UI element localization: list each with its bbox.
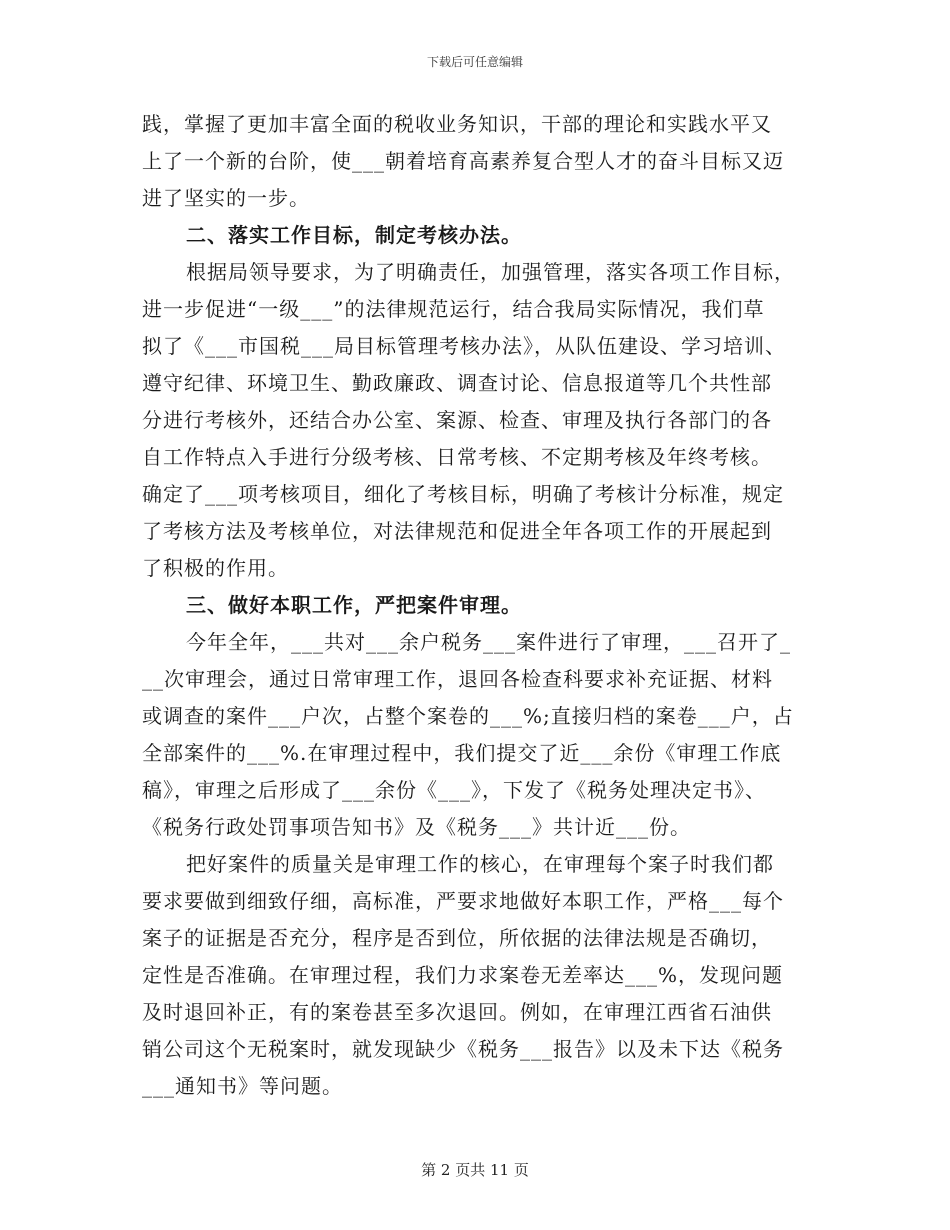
text-line: 及时退回补正，有的案卷甚至多次退回。例如，在审理江西省石油供 (142, 1000, 772, 1024)
text-line: 进了坚实的一步。 (142, 186, 310, 210)
text-line: 遵守纪律、环境卫生、勤政廉政、调查讨论、信息报道等几个共性部 (142, 371, 772, 395)
text-line: 定性是否准确。在审理过程，我们力求案卷无差率达___%，发现问题 (142, 963, 784, 987)
text-line: 践，掌握了更加丰富全面的税收业务知识，干部的理论和实践水平又 (142, 112, 772, 136)
document-body (142, 106, 810, 1105)
text-line: 确定了___项考核项目，细化了考核目标，明确了考核计分标准，规定 (142, 482, 784, 506)
text-line: 稿》，审理之后形成了___余份《___》，下发了《税务处理决定书》、 (142, 778, 766, 802)
text-line: 案子的证据是否充分，程序是否到位，所依据的法律法规是否确切， (142, 926, 772, 950)
text-line: 或调查的案件___户次，占整个案卷的___%;直接归档的案卷___户，占 (142, 704, 794, 728)
text-line: 自工作特点入手进行分级考核、日常考核、不定期考核及年终考核。 (142, 445, 772, 469)
text-line: 拟了《___市国税___局目标管理考核办法》，从队伍建设、学习培训、 (142, 334, 786, 358)
text-line: 《税务行政处罚事项告知书》及《税务___》共计近___份。 (142, 815, 691, 839)
text-line: 把好案件的质量关是审理工作的核心，在审理每个案子时我们都 (186, 852, 774, 876)
text-line: 上了一个新的台阶，使___朝着培育高素养复合型人才的奋斗目标又迈 (142, 149, 784, 173)
text-line: 销公司这个无税案时，就发现缺少《税务___报告》以及未下达《税务 (142, 1037, 784, 1061)
text-line: 根据局领导要求，为了明确责任，加强管理，落实各项工作目标， (186, 260, 795, 284)
page-footer: 第 2 页共 11 页 (421, 1161, 529, 1179)
text-line: 分进行考核外，还结合办公室、案源、检查、审理及执行各部门的各 (142, 408, 772, 432)
section-heading: 三、做好本职工作，严把案件审理。 (186, 593, 522, 617)
text-line: 今年全年，___共对___余户税务___案件进行了审理，___召开了_ (186, 630, 791, 654)
page-header: 下载后可任意编辑 (426, 55, 523, 69)
text-line: 了考核方法及考核单位，对法律规范和促进全年各项工作的开展起到 (142, 519, 772, 543)
section-heading: 二、落实工作目标，制定考核办法。 (186, 223, 522, 247)
text-line: ___通知书》等问题。 (142, 1074, 343, 1098)
text-line: 全部案件的___%.在审理过程中，我们提交了近___余份《审理工作底 (142, 741, 782, 765)
text-line: 了积极的作用。 (142, 556, 289, 580)
text-line: __次审理会，通过日常审理工作，退回各检查科要求补充证据、材料 (142, 667, 773, 691)
text-line: 要求要做到细致仔细，高标准，严要求地做好本职工作，严格___每个 (142, 889, 784, 913)
text-line: 进一步促进“一级___”的法律规范运行，结合我局实际情况，我们草 (142, 297, 765, 321)
